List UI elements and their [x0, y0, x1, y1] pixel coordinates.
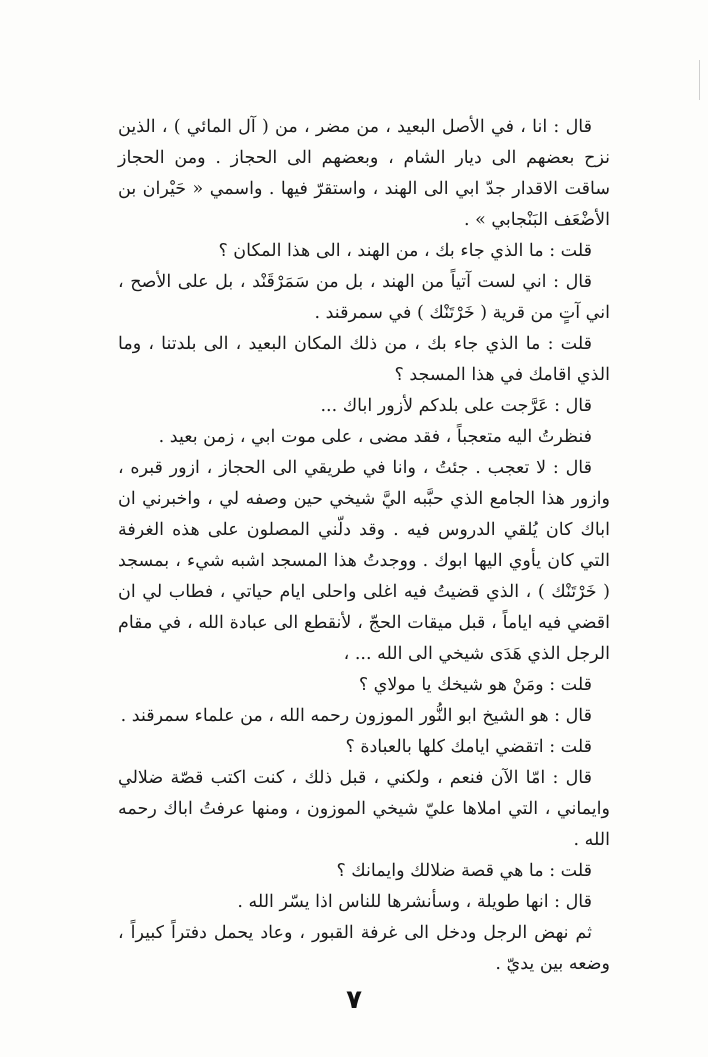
paragraph-question-mosque: قلت : ما الذي جاء بك ، من ذلك المكان البعيد ، الى بلدتنا ، وما الذي اقامك في هذا المسجد ؟	[118, 334, 610, 385]
paragraph-notebook: ثم نهض الرجل ودخل الى غرفة القبور ، وعاد يحمل دفتراً كبيراً ، وضعه بين يديّ .	[118, 923, 610, 974]
paragraph-visit-father: قال : عَرَّجت على بلدكم لأزور اباك ...	[320, 396, 592, 416]
paragraph-story-question: قلت : ما هي قصة ضلالك وايمانك ؟	[336, 861, 592, 881]
paragraph-explanation: قال : لا تعجب . جئتُ ، وانا في طريقي الى الحجاز ، ازور قبره ، وازور هذا الجامع الذي حبَّبه اليَّ شيخي حين وصفه لي ، واخبرني ان اباك كان يُلقي الدروس فيه . وقد دلّني المصلون على هذه الغرفة التي كان يأوي اليها ابوك . ووجدتُ هذا المسجد اشبه شيء ، بمسجد ( خَرْتَنْك ) ، الذي قضيتُ فيه اغلى واحلى ايام حياتي ، فطاب لي ان اقضي فيه اياماً ، قبل ميقات الحجّ ، لأنقطع الى عبادة الله ، في مقام الرجل الذي هَدَى شيخي الى الله ... ،	[118, 458, 610, 664]
paragraph-story-long: قال : انها طويلة ، وسأنشرها للناس اذا يسّر الله .	[237, 892, 592, 912]
paragraph-answer-samarkand: قال : اني لست آتياً من الهند ، بل من سَمَرْقَنْد ، بل على الأصح ، اني آتٍ من قرية ( خَرْتَنْك ) في سمرقند .	[118, 272, 610, 323]
margin-mark	[699, 60, 700, 100]
paragraph-origin: قال : انا ، في الأصل البعيد ، من مضر ، من ( آل المائي ) ، الذين نزح بعضهم الى ديار الشام ، وبعضهم الى الحجاز . ومن الحجاز ساقت الاقدار جدّ ابي الى الهند ، واستقرّ فيها . واسمي « حَيْران بن الأضْعَف البَنْجابي » .	[118, 117, 610, 230]
page-number: ٧	[346, 985, 362, 1015]
paragraph-who-is-sheikh: قلت : ومَنْ هو شيخك يا مولاي ؟	[358, 675, 592, 695]
paragraph-question-why-here: قلت : ما الذي جاء بك ، من الهند ، الى هذا المكان ؟	[218, 241, 592, 261]
paragraph-astonished: فنظرتُ اليه متعجباً ، فقد مضى ، على موت ابي ، زمن بعيد .	[158, 427, 592, 447]
paragraph-sheikh-name: قال : هو الشيخ ابو النُّور الموزون رحمه الله ، من علماء سمرقند .	[120, 706, 592, 726]
paragraph-worship-question: قلت : اتقضي ايامك كلها بالعبادة ؟	[345, 737, 592, 757]
paragraph-story-writing: قال : امّا الآن فنعم ، ولكني ، قبل ذلك ، كنت اكتب قصّة ضلالي وايماني ، التي املاها عليّ شيخي الموزون ، ومنها عرفتُ اباك رحمه الله .	[118, 768, 610, 850]
page-body-text	[118, 112, 610, 980]
